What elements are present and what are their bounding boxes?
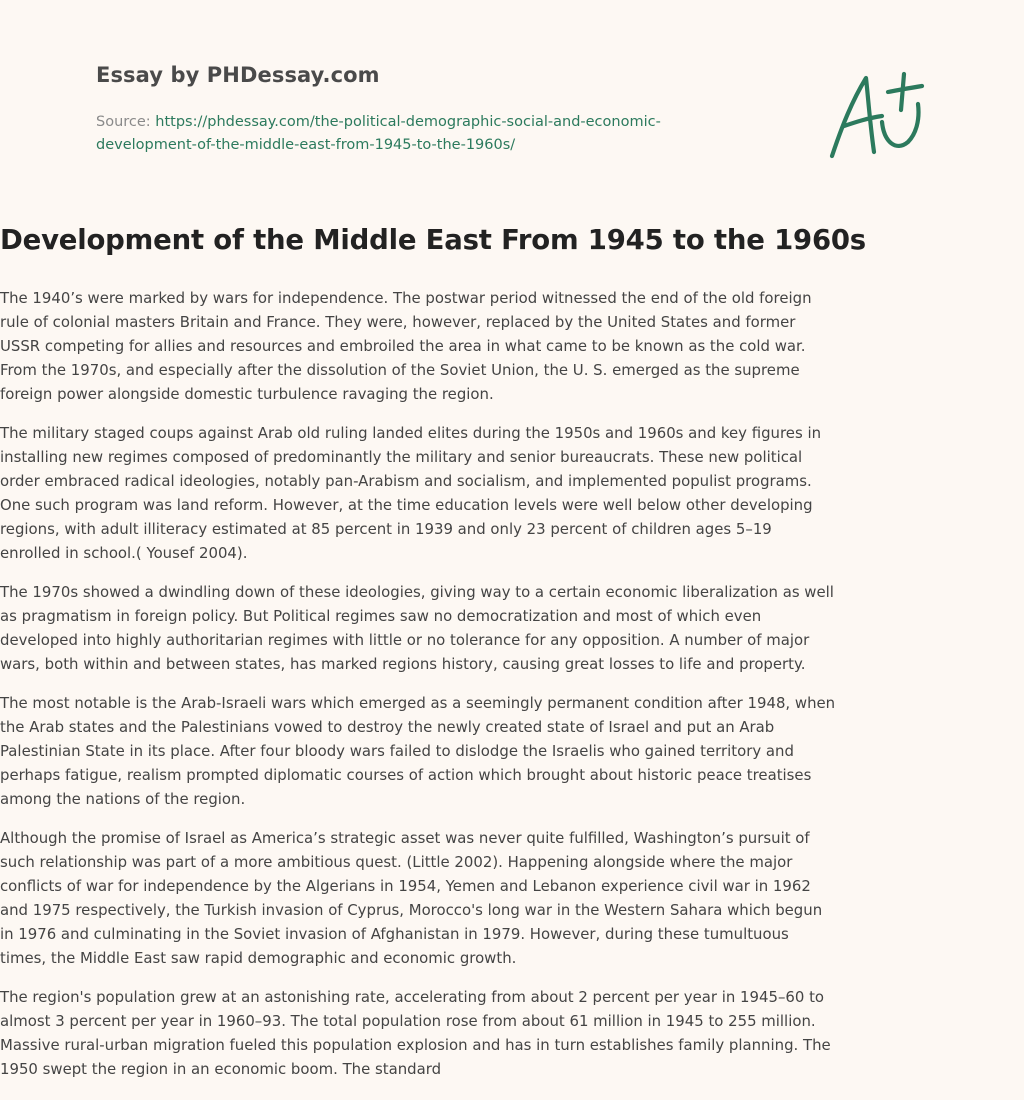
source-link-line-2: development-of-the-middle-east-from-1945-to-the-1960s/ xyxy=(96,137,516,153)
article-title: Development of the Middle East From 1945 to the 1960s xyxy=(0,224,866,256)
paragraph: The 1940’s were marked by wars for independence. The postwar period witnessed the end of the old foreign rule of colonial masters Britain and France. They were, however, replaced by the United States and former USSR competing for allies and resources and embroiled the area in what came to be known as the cold war. From the 1970s, and especially after the dissolution of the Soviet Union, the U. S. emerged as the supreme foreign power alongside domestic turbulence ravaging the region. xyxy=(0,289,812,403)
a-plus-logo-icon xyxy=(824,66,928,166)
paragraph: Although the promise of Israel as America’s strategic asset was never quite fulfilled, Washington’s pursuit of such relationship was part of a more ambitious quest. (Little 2002). Happening alongside where the major conflicts of war for independence by the Algerians in 1954, Yemen and Lebanon experience civil war in 1962 and 1975 respectively, the Turkish invasion of Cyprus, Morocco's long war in the Western Sahara which begun in 1976 and culminating in the Soviet invasion of Afghanistan in 1979. However, during these tumultuous times, the Middle East saw rapid demographic and economic growth. xyxy=(0,829,823,967)
article-body xyxy=(0,286,836,1096)
paragraph: The military staged coups against Arab old ruling landed elites during the 1950s and 1960s and key figures in installing new regimes composed of predominantly the military and senior bureaucrats. These new political order embraced radical ideologies, notably pan-Arabism and socialism, and implemented populist programs. One such program was land reform. However, at the time education levels were well below other developing regions, with adult illiteracy estimated at 85 percent in 1939 and only 23 percent of children ages 5–19 enrolled in school.( Yousef 2004). xyxy=(0,424,822,562)
paragraph: The most notable is the Arab-Israeli wars which emerged as a seemingly permanent condition after 1948, when the Arab states and the Palestinians vowed to destroy the newly created state of Israel and put an Arab Palestinian State in its place. After four bloody wars failed to dislodge the Israelis who gained territory and perhaps fatigue, realism prompted diplomatic courses of action which brought about historic peace treatises among the nations of the region. xyxy=(0,694,836,808)
source-link-line-1: https://phdessay.com/the-political-demographic-social-and-economic- xyxy=(155,114,661,130)
page-header xyxy=(96,0,928,200)
source-line xyxy=(96,111,736,157)
source-link[interactable] xyxy=(96,114,661,153)
paragraph: The region's population grew at an astonishing rate, accelerating from about 2 percent per year in 1945–60 to almost 3 percent per year in 1960–93. The total population rose from about 61 million in 1945 to 255 million. Massive rural-urban migration fueled this population explosion and has in turn establishes family planning. The 1950 swept the region in an economic boom. The standard xyxy=(0,988,831,1078)
paragraph: The 1970s showed a dwindling down of these ideologies, giving way to a certain economic liberalization as well as pragmatism in foreign policy. But Political regimes saw no democratization and most of which even developed into highly authoritarian regimes with little or no tolerance for any opposition. A number of major wars, both within and between states, has marked regions history, causing great losses to life and property. xyxy=(0,583,834,673)
brand-name: Essay by PHDessay.com xyxy=(96,63,380,87)
source-label: Source: xyxy=(96,114,151,130)
